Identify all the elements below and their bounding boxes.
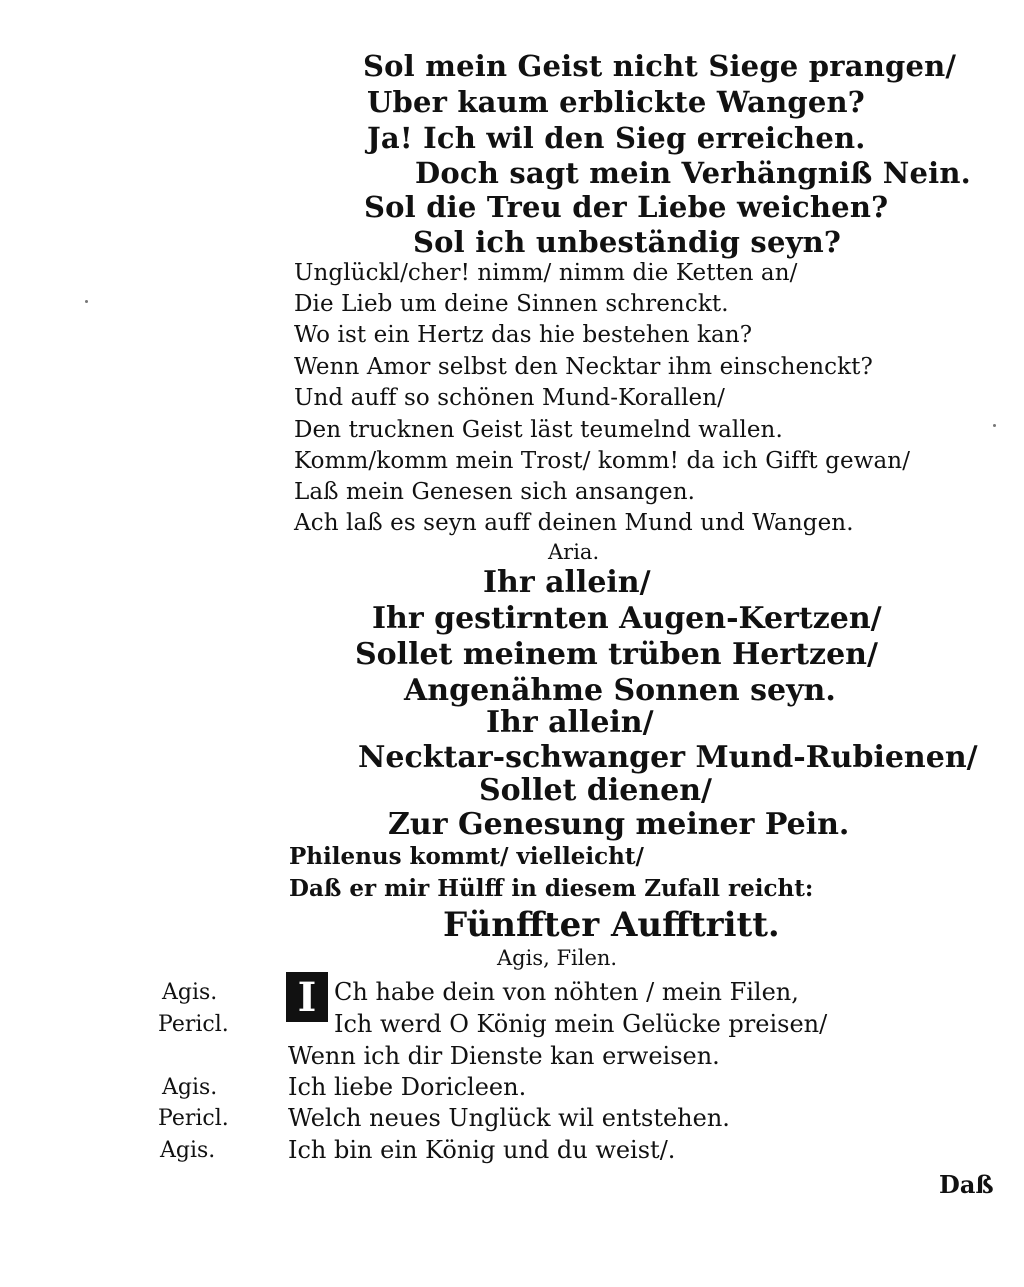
aria-line: Ihr allein/ — [483, 565, 651, 600]
scene-persons: Agis, Filen. — [497, 946, 618, 970]
dialogue-text: Wenn ich dir Dienste kan erweisen. — [288, 1042, 720, 1070]
dialogue-text: Welch neues Unglück wil entstehen. — [288, 1104, 730, 1132]
poem-line: Ja! Ich wil den Sieg erreichen. — [367, 121, 866, 155]
speaker-name: Agis. — [162, 980, 218, 1005]
speaker-name: Pericl. — [158, 1012, 229, 1037]
dialogue-text: Ch habe dein von nöhten / mein Filen, — [334, 978, 799, 1006]
stage-line: Daß er mir Hülff in diesem Zufall reicht: — [289, 875, 814, 902]
recit-line: Unglückl/cher! nimm/ nimm die Ketten an/ — [294, 260, 798, 286]
recit-line: Und auff so schönen Mund-Korallen/ — [294, 385, 726, 411]
ink-speck — [993, 424, 996, 427]
aria-line: Ihr allein/ — [486, 705, 654, 740]
speaker-name: Agis. — [160, 1138, 216, 1163]
speaker-name: Agis. — [162, 1075, 218, 1100]
recit-line: Den trucknen Geist läst teumelnd wallen. — [294, 417, 783, 443]
recit-line: Laß mein Genesen sich ansangen. — [294, 479, 696, 505]
recit-line: Wo ist ein Hertz das hie bestehen kan? — [294, 322, 753, 348]
aria-line: Ihr gestirnten Augen-Kertzen/ — [372, 601, 882, 636]
recit-line: Komm/komm mein Trost/ komm! da ich Gifft gewan/ — [294, 448, 911, 474]
poem-line: Sol die Treu der Liebe weichen? — [364, 190, 889, 224]
stage-line: Philenus kommt/ vielleicht/ — [289, 843, 644, 870]
drop-cap: I — [286, 972, 328, 1022]
poem-line: Sol mein Geist nicht Siege prangen/ — [363, 49, 957, 83]
dialogue-text: Ich liebe Doricleen. — [288, 1073, 527, 1101]
aria-heading: Aria. — [548, 540, 600, 564]
dialogue-text: Ich werd O König mein Gelücke preisen/ — [334, 1010, 828, 1038]
recit-line: Die Lieb um deine Sinnen schrenckt. — [294, 291, 729, 317]
recit-line: Ach laß es seyn auff deinen Mund und Wangen. — [294, 510, 854, 536]
scene-title: Fünffter Aufftritt. — [443, 905, 780, 945]
dialogue-text: Ich bin ein König und du weist/. — [288, 1136, 676, 1164]
ink-speck — [85, 300, 88, 303]
aria-line: Necktar-schwanger Mund-Rubienen/ — [358, 740, 978, 775]
speaker-name: Pericl. — [158, 1106, 229, 1131]
recit-line: Wenn Amor selbst den Necktar ihm einschenckt? — [294, 354, 873, 380]
poem-line: Sol ich unbeständig seyn? — [413, 225, 842, 259]
catchword: Daß — [939, 1170, 994, 1199]
aria-line: Zur Genesung meiner Pein. — [388, 807, 850, 842]
aria-line: Sollet dienen/ — [479, 773, 712, 808]
aria-line: Sollet meinem trüben Hertzen/ — [355, 637, 878, 672]
poem-line: Doch sagt mein Verhängniß Nein. — [415, 156, 971, 190]
aria-line: Angenähme Sonnen seyn. — [404, 673, 836, 708]
poem-line: Uber kaum erblickte Wangen? — [367, 85, 866, 119]
